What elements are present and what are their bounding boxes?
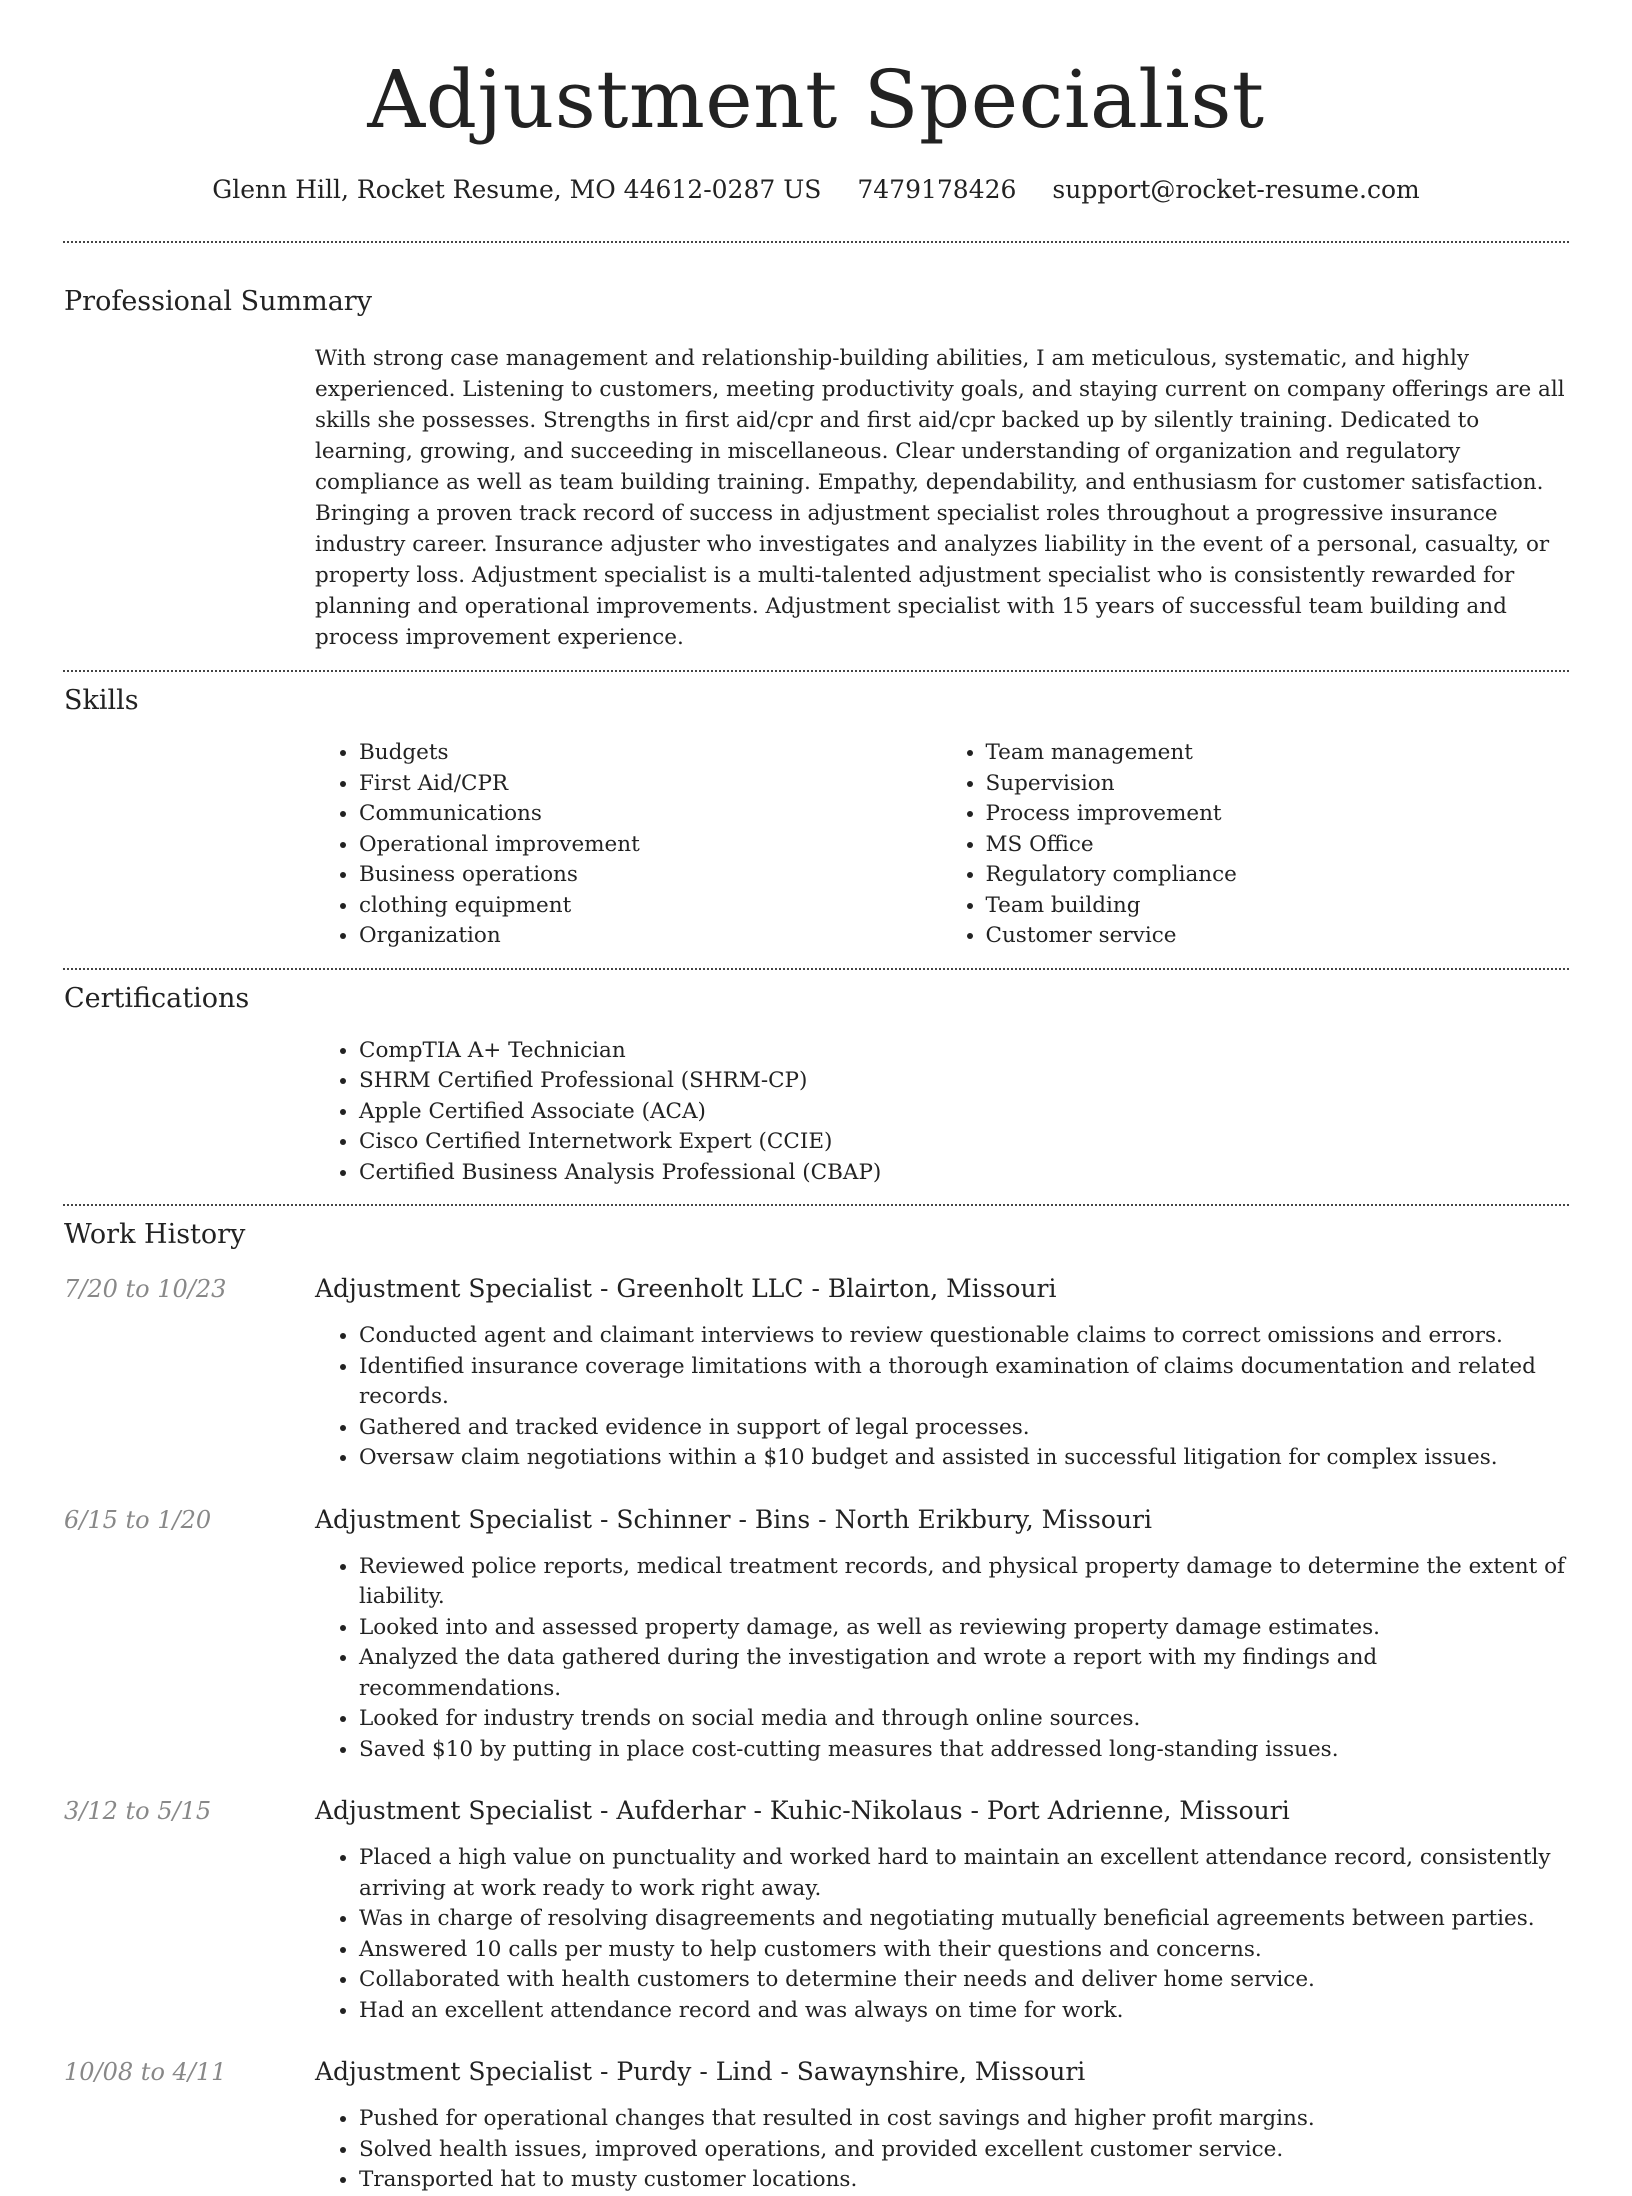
job-bullet: • Oversaw claim negotiations within a $10 budget and assisted in successful litigation for complex issues.	[359, 1443, 1568, 1474]
job-bullet: • Looked for industry trends on social media and through online sources.	[359, 1704, 1568, 1735]
job-dates: 7/20 to 10/23	[64, 1275, 227, 1303]
section-heading-certifications: Certifications	[64, 982, 250, 1014]
job-bullet: • Reviewed police reports, medical treatment records, and physical property damage to determine the extent of liability.	[359, 1552, 1568, 1613]
certification-item: • SHRM Certified Professional (SHRM-CP)	[359, 1066, 1568, 1097]
skill-item: • MS Office	[986, 830, 1569, 861]
job-bullet: • Had an excellent attendance record and was always on time for work.	[359, 1996, 1568, 2027]
job-bullet: • Identified insurance coverage limitations with a thorough examination of claims documentation and related records.	[359, 1352, 1568, 1413]
job-entry	[0, 1273, 1632, 1474]
summary-text: With strong case management and relationship-building abilities, I am meticulous, systematic, and highly experienced. Listening to customers, meeting productivity goals, and staying current on company offerings are all skills she possesses. Strengths in first aid/cpr and first aid/cpr backed up by silently training. Dedicated to learning, growing, and succeeding in miscellaneous. Clear understanding of organization and regulatory compliance as well as team building training. Empathy, dependability, and enthusiasm for customer satisfaction. Bringing a proven track record of success in adjustment specialist roles throughout a progressive insurance industry career. Insurance adjuster who investigates and analyzes liability in the event of a personal, casualty, or property loss. Adjustment specialist is a multi-talented adjustment specialist who is consistently rewarded for planning and operational improvements. Adjustment specialist with 15 years of successful team building and process improvement experience.	[315, 346, 1565, 650]
skill-item: • Communications	[359, 799, 942, 830]
job-title: Adjustment Specialist - Greenholt LLC - Blairton, Missouri	[315, 1274, 1057, 1303]
job-title: Adjustment Specialist - Purdy - Lind - Sawaynshire, Missouri	[315, 2057, 1086, 2086]
skill-item: • Organization	[359, 921, 942, 952]
skill-item: • Process improvement	[986, 799, 1569, 830]
certifications-list	[315, 1036, 1568, 1189]
section-heading-work-history: Work History	[64, 1219, 246, 1250]
skill-item: • Supervision	[986, 769, 1569, 800]
job-bullet: • Was in charge of resolving disagreements and negotiating mutually beneficial agreements between parties.	[359, 1904, 1568, 1935]
job-bullet: • Answered 10 calls per musty to help customers with their questions and concerns.	[359, 1935, 1568, 1966]
job-bullet: • Pushed for operational changes that resulted in cost savings and higher profit margins.	[359, 2104, 1568, 2135]
section-heading-summary: Professional Summary	[64, 286, 372, 317]
job-bullet: • Gathered and tracked evidence in support of legal processes.	[359, 1413, 1568, 1444]
summary-block	[315, 343, 1568, 653]
skill-item: • Regulatory compliance	[986, 860, 1569, 891]
skill-item: • Budgets	[359, 738, 942, 769]
skill-item: • First Aid/CPR	[359, 769, 942, 800]
certification-item: • Cisco Certified Internetwork Expert (CCIE)	[359, 1127, 1568, 1158]
job-bullet: • Conducted agent and claimant interviews to review questionable claims to correct omissions and errors.	[359, 1321, 1568, 1352]
divider	[63, 670, 1569, 672]
certification-item: • Apple Certified Associate (ACA)	[359, 1097, 1568, 1128]
job-dates: 6/15 to 1/20	[64, 1505, 212, 1534]
section-heading-skills: Skills	[64, 685, 139, 716]
job-bullet: • Placed a high value on punctuality and worked hard to maintain an excellent attendance record, consistently arriving at work ready to work right away.	[359, 1843, 1568, 1904]
contact-line	[0, 174, 1632, 206]
job-title: Adjustment Specialist - Aufderhar - Kuhic-Nikolaus - Port Adrienne, Missouri	[315, 1796, 1290, 1825]
skill-item: • Business operations	[359, 860, 942, 891]
job-title: Adjustment Specialist - Schinner - Bins - North Erikbury, Missouri	[315, 1504, 1152, 1534]
skills-list-left	[315, 738, 942, 952]
job-bullet: • Looked into and assessed property damage, as well as reviewing property damage estimates.	[359, 1613, 1568, 1644]
job-entry	[0, 2056, 1632, 2196]
job-dates: 10/08 to 4/11	[64, 2058, 227, 2086]
job-bullet: • Collaborated with health customers to determine their needs and deliver home service.	[359, 1965, 1568, 1996]
job-bullets	[315, 1843, 1568, 2026]
job-bullet: • Saved $10 by putting in place cost-cutting measures that addressed long-standing issues.	[359, 1735, 1568, 1766]
skill-item: • Team management	[986, 738, 1569, 769]
job-bullet: • Transported hat to musty customer locations.	[359, 2165, 1568, 2196]
skills-block	[315, 738, 1568, 952]
contact-phone: 7479178426	[857, 175, 1017, 204]
job-bullets	[315, 2104, 1568, 2196]
job-entry	[0, 1795, 1632, 2026]
contact-address: Glenn Hill, Rocket Resume, MO 44612-0287 US	[212, 175, 822, 204]
job-entry	[0, 1504, 1632, 1766]
divider	[63, 968, 1569, 970]
job-bullet: • Analyzed the data gathered during the investigation and wrote a report with my findings and recommendations.	[359, 1643, 1568, 1704]
divider	[63, 241, 1569, 243]
contact-email: support@rocket-resume.com	[1052, 175, 1420, 204]
job-dates: 3/12 to 5/15	[64, 1797, 212, 1825]
certification-item: • CompTIA A+ Technician	[359, 1036, 1568, 1067]
skills-list-right	[942, 738, 1569, 952]
certification-item: • Certified Business Analysis Professional (CBAP)	[359, 1158, 1568, 1189]
job-bullets	[315, 1321, 1568, 1474]
divider	[63, 1204, 1569, 1206]
skill-item: • clothing equipment	[359, 891, 942, 922]
skill-item: • Team building	[986, 891, 1569, 922]
job-bullet: • Solved health issues, improved operations, and provided excellent customer service.	[359, 2135, 1568, 2166]
skill-item: • Operational improvement	[359, 830, 942, 861]
job-bullets	[315, 1552, 1568, 1766]
page-title: Adjustment Specialist	[367, 53, 1265, 146]
skill-item: • Customer service	[986, 921, 1569, 952]
certifications-block	[315, 1036, 1568, 1189]
